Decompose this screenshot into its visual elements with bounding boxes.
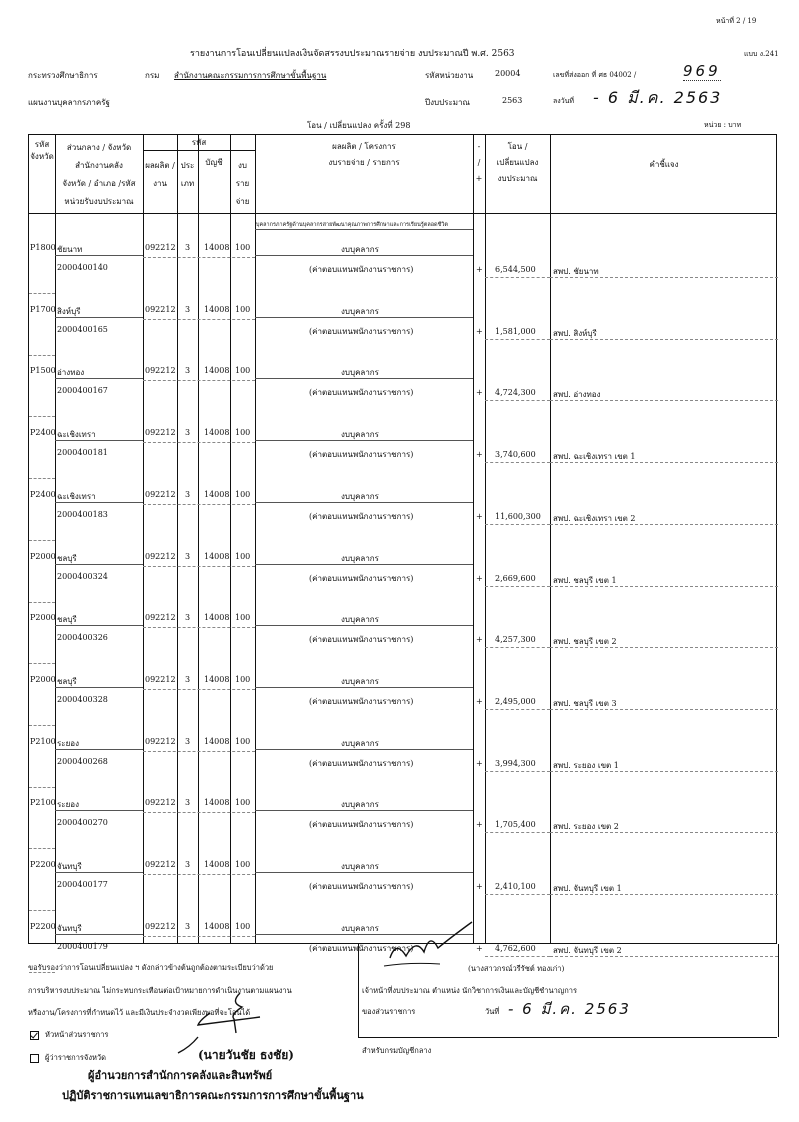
cell-sign: + (476, 820, 483, 830)
table-row (29, 790, 776, 851)
cell-item: งบบุคลากร (341, 862, 379, 871)
fiscal-year: 2563 (502, 96, 523, 105)
checkbox-head-of-agency[interactable] (30, 1031, 39, 1040)
cell-unit: 2000400167 (57, 386, 108, 396)
cell-amount: 11,600,300 (495, 511, 541, 521)
header-product-project: ผลผลิต / โครงการ งบรายจ่าย / รายการ (328, 142, 400, 167)
cell-account: 14008 (204, 798, 230, 808)
cell-item: งบบุคลากร (341, 800, 379, 810)
cell-item: งบบุคลากร (341, 615, 379, 625)
cell-sign: + (476, 943, 483, 953)
signer-title-1: ผู้อำนวยการสำนักการคลังและสินทรัพย์ (88, 1069, 273, 1082)
cell-amount: 1,581,000 (495, 326, 536, 336)
cell-unit: 2000400268 (57, 756, 108, 766)
cell-remark: สพป. ชลบุรี เขต 3 (553, 698, 617, 708)
cell-unit: 2000400179 (57, 941, 108, 951)
cell-unit: 2000400326 (57, 633, 108, 643)
cert-line-3: หรืองาน/โครงการที่กำหนดไว้ และมีเงินประจำงวดเพียงพอที่จะโอนได้ (28, 1008, 251, 1017)
cell-account: 14008 (204, 489, 230, 499)
cell-remark: สพป. ระยอง เขต 2 (553, 822, 619, 832)
cell-budget: 100 (235, 674, 251, 684)
cell-account: 14008 (204, 613, 230, 623)
agency-code-label: รหัสหน่วยงาน (425, 71, 474, 80)
cell-type: 3 (185, 428, 191, 438)
cell-budget: 100 (235, 921, 251, 931)
cell-amount: 6,544,500 (495, 265, 536, 274)
cell-amount: 2,669,600 (495, 573, 536, 583)
cell-remark: สพป. ชลบุรี เขต 2 (553, 637, 617, 647)
cell-name: ฉะเชิงเทรา (57, 430, 96, 440)
header-unit: ส่วนกลาง / จังหวัด สำนักงานคลัง จังหวัด / อำเภอ /รหัส หน่วยรับงบประมาณ (62, 143, 136, 206)
cell-type: 3 (185, 921, 191, 931)
cell-type: 3 (185, 366, 191, 376)
form-code: แบบ ง.241 (744, 50, 779, 58)
cell-prov: P1800 (30, 243, 56, 252)
check-governor: ผู้ว่าราชการจังหวัด (30, 1052, 106, 1064)
cell-account: 14008 (204, 304, 230, 314)
cell-name: ชัยนาท (57, 245, 83, 254)
cell-product: 092212 (145, 304, 176, 314)
cell-product: 092212 (145, 736, 176, 746)
table-row (29, 852, 776, 913)
cell-item: งบบุคลากร (341, 245, 379, 254)
cell-name: ชลบุรี (57, 553, 77, 563)
header-account: บัญชี (205, 158, 223, 167)
cell-unit: 2000400324 (57, 571, 108, 581)
cell-unit: 2000400183 (57, 509, 108, 519)
cell-remark: สพป. อ่างทอง (553, 390, 601, 400)
cell-item: งบบุคลากร (341, 491, 379, 501)
officer-date-label: วันที่ (485, 1007, 500, 1016)
cell-type: 3 (185, 304, 191, 314)
doc-no-label: เลขที่ส่งออก ที่ ศธ 04002 / (553, 71, 637, 79)
cell-account: 14008 (204, 860, 230, 869)
table-row (29, 605, 776, 666)
cell-amount: 3,740,600 (495, 450, 536, 460)
cell-amount: 3,994,300 (495, 758, 536, 768)
cell-product: 092212 (145, 428, 176, 438)
cell-name: ฉะเชิงเทรา (57, 491, 96, 501)
cell-remark: สพป. ฉะเชิงเทรา เขต 1 (553, 452, 636, 462)
cell-name: สิงห์บุรี (57, 306, 81, 316)
table-row (29, 729, 776, 790)
cert-line-1: ขอรับรองว่าการโอนเปลี่ยนแปลง ฯ ดังกล่าวข้างต้นถูกต้องตามระเบียบว่าด้วย (28, 963, 274, 972)
cell-unit: 2000400177 (57, 880, 108, 889)
cell-sign: + (476, 758, 483, 768)
cell-sign: + (476, 696, 483, 706)
cell-account: 14008 (204, 736, 230, 746)
cell-amount: 4,762,600 (495, 943, 536, 953)
cell-prov: P2400 (30, 489, 56, 499)
header-amount: โอน / เปลี่ยนแปลง งบประมาณ (496, 142, 539, 183)
ministry-label: กระทรวงศึกษาธิการ (28, 71, 98, 80)
agency-code: 20004 (495, 69, 521, 78)
cell-product: 092212 (145, 921, 176, 931)
header-type: ประ เภท (180, 161, 195, 188)
cell-remark: สพป. ฉะเชิงเทรา เขต 2 (553, 513, 636, 523)
cell-budget: 100 (235, 243, 251, 252)
cell-detail: (ค่าตอบแทนพนักงานราชการ) (309, 450, 414, 460)
cell-name: ระยอง (57, 738, 79, 748)
header-remark: คำชี้แจง (649, 160, 679, 169)
cell-product: 092212 (145, 366, 176, 376)
cell-detail: (ค่าตอบแทนพนักงานราชการ) (309, 326, 414, 336)
officer-name: (นางสาวกรณ์วรีรัชต์ ทองเก่า) (468, 964, 565, 973)
cell-type: 3 (185, 736, 191, 746)
cell-item: งบบุคลากร (341, 306, 379, 316)
cell-detail: (ค่าตอบแทนพนักงานราชการ) (309, 388, 414, 398)
cell-name: ชลบุรี (57, 676, 77, 686)
cell-item: งบบุคลากร (341, 738, 379, 748)
cert-line-2: การบริหารงบประมาณ ไม่กระทบกระเทือนต่อเป้าหมายการดำเนินงานตามแผนงาน (28, 986, 292, 995)
cell-remark: สพป. จันทบุรี เขต 2 (553, 945, 622, 955)
cell-type: 3 (185, 489, 191, 499)
check-head-of-agency: หัวหน้าส่วนราชการ (30, 1029, 108, 1041)
cell-budget: 100 (235, 736, 251, 746)
cell-budget: 100 (235, 304, 251, 314)
cell-budget: 100 (235, 613, 251, 623)
cell-prov: P2100 (30, 736, 56, 746)
table-row (29, 482, 776, 543)
cell-product: 092212 (145, 489, 176, 499)
cell-unit: 2000400165 (57, 324, 108, 334)
cell-name: อ่างทอง (57, 368, 85, 378)
cell-remark: สพป. จันทบุรี เขต 1 (553, 884, 622, 893)
cell-remark: สพป. ระยอง เขต 1 (553, 760, 619, 770)
officer-date: - 6 มี.ค. 2563 (508, 1000, 631, 1018)
header-budget-type: งบ ราย จ่าย (235, 161, 250, 206)
comptroller-label: สำหรับกรมบัญชีกลาง (362, 1046, 432, 1055)
plan-label: แผนงานบุคลากรภาครัฐ (28, 98, 110, 107)
officer-org: ของส่วนราชการ (362, 1007, 416, 1016)
cell-type: 3 (185, 613, 191, 623)
cell-type: 3 (185, 551, 191, 561)
cell-detail: (ค่าตอบแทนพนักงานราชการ) (309, 758, 414, 768)
cell-prov: P2000 (30, 551, 56, 561)
report-title: รายงานการโอนเปลี่ยนแปลงเงินจัดสรรงบประมาณรายจ่าย งบประมาณปี พ.ศ. 2563 (190, 49, 515, 59)
unit-label: หน่วย : บาท (704, 121, 742, 129)
table-row (29, 667, 776, 728)
cell-product: 092212 (145, 798, 176, 808)
cell-budget: 100 (235, 860, 251, 869)
cell-prov: P2000 (30, 613, 56, 623)
cell-prov: P1500 (30, 366, 56, 376)
cell-account: 14008 (204, 428, 230, 438)
cell-unit: 2000400140 (57, 263, 108, 272)
cell-prov: P2200 (30, 921, 56, 931)
dept-name: สำนักงานคณะกรรมการการศึกษาขั้นพื้นฐาน (174, 71, 327, 80)
cell-product: 092212 (145, 551, 176, 561)
cell-prov: P2200 (30, 860, 56, 869)
cell-budget: 100 (235, 551, 251, 561)
transfer-table (28, 134, 777, 955)
fiscal-year-label: ปีงบประมาณ (425, 98, 470, 107)
cell-unit: 2000400270 (57, 818, 108, 828)
cell-item: งบบุคลากร (341, 368, 379, 378)
officer-title: เจ้าหน้าที่งบประมาณ ตำแหน่ง นักวิชาการเงินและบัญชีชำนาญการ (362, 986, 577, 995)
dept-label: กรม (145, 71, 160, 80)
cell-unit: 2000400181 (57, 448, 108, 458)
cell-prov: P1700 (30, 304, 56, 314)
cell-account: 14008 (204, 551, 230, 561)
cell-remark: สพป. ชัยนาท (553, 267, 599, 276)
cell-item: งบบุคลากร (341, 923, 379, 933)
cell-item: งบบุคลากร (341, 430, 379, 440)
table-row (29, 420, 776, 481)
cell-budget: 100 (235, 428, 251, 438)
page-number: หน้าที่ 2 / 19 (716, 17, 757, 25)
doc-no: 969 (683, 62, 721, 80)
cell-type: 3 (185, 674, 191, 684)
cell-prov: P2400 (30, 428, 56, 438)
cell-detail: (ค่าตอบแทนพนักงานราชการ) (309, 511, 414, 521)
cell-sign: + (476, 450, 483, 460)
cell-account: 14008 (204, 366, 230, 376)
cell-detail: (ค่าตอบแทนพนักงานราชการ) (309, 635, 414, 645)
cell-budget: 100 (235, 489, 251, 499)
cell-detail: (ค่าตอบแทนพนักงานราชการ) (309, 696, 414, 706)
cell-name: ระยอง (57, 800, 79, 810)
cell-remark: สพป. ชลบุรี เขต 1 (553, 575, 617, 585)
transfer-number: โอน / เปลี่ยนแปลง ครั้งที่ 298 (307, 121, 411, 130)
cell-account: 14008 (204, 243, 230, 252)
cell-account: 14008 (204, 921, 230, 931)
cell-unit: 2000400328 (57, 694, 108, 704)
cell-sign: + (476, 326, 483, 336)
cell-item: งบบุคลากร (341, 553, 379, 563)
cell-amount: 2,495,000 (495, 696, 536, 706)
table-row (29, 358, 776, 419)
cell-product: 092212 (145, 674, 176, 684)
cell-sign: + (476, 265, 483, 274)
cell-sign: + (476, 635, 483, 645)
cell-budget: 100 (235, 798, 251, 808)
cell-account: 14008 (204, 674, 230, 684)
cell-type: 3 (185, 243, 191, 252)
cell-detail: (ค่าตอบแทนพนักงานราชการ) (309, 943, 414, 953)
cell-name: จันทบุรี (57, 923, 82, 933)
cell-detail: (ค่าตอบแทนพนักงานราชการ) (309, 265, 414, 274)
cell-sign: + (476, 882, 483, 891)
cell-type: 3 (185, 860, 191, 869)
table-row (29, 235, 776, 296)
cell-detail: (ค่าตอบแทนพนักงานราชการ) (309, 820, 414, 830)
cell-detail: (ค่าตอบแทนพนักงานราชการ) (309, 882, 414, 891)
cell-product: 092212 (145, 860, 176, 869)
header-sign: - / + (475, 142, 483, 183)
program-note: บุคลากรภาครัฐด้านบุคลากรสายพัฒนาคุณภาพการศึกษาและการเรียนรู้ตลอดชีวิต (256, 222, 448, 228)
cell-amount: 2,410,100 (495, 882, 536, 891)
cell-amount: 4,724,300 (495, 388, 536, 398)
cell-name: ชลบุรี (57, 615, 77, 625)
date-value: - 6 มี.ค. 2563 (593, 88, 723, 107)
date-label: ลงวันที่ (553, 97, 575, 105)
cell-remark: สพป. สิงห์บุรี (553, 328, 597, 338)
signature-director (170, 985, 290, 1060)
cell-type: 3 (185, 798, 191, 808)
checkbox-governor[interactable] (30, 1054, 39, 1063)
table-row (29, 297, 776, 358)
cell-name: จันทบุรี (57, 862, 82, 871)
header-province-code: รหัส จังหวัด (30, 140, 54, 161)
header-code-group: รหัส (191, 138, 207, 147)
cell-sign: + (476, 511, 483, 521)
cell-detail: (ค่าตอบแทนพนักงานราชการ) (309, 573, 414, 583)
table-row (29, 544, 776, 605)
cell-amount: 1,705,400 (495, 820, 536, 830)
cell-prov: P2000 (30, 674, 56, 684)
signer-name: (นายวันชัย ธงชัย) (198, 1048, 294, 1062)
signer-title-2: ปฏิบัติราชการแทนเลขาธิการคณะกรรมการการศึกษาขั้นพื้นฐาน (62, 1089, 364, 1102)
cell-prov: P2100 (30, 798, 56, 808)
cell-item: งบบุคลากร (341, 676, 379, 686)
cell-product: 092212 (145, 613, 176, 623)
header-product: ผลผลิต / งาน (145, 161, 175, 188)
cell-budget: 100 (235, 366, 251, 376)
cell-sign: + (476, 573, 483, 583)
cell-amount: 4,257,300 (495, 635, 536, 645)
cell-sign: + (476, 388, 483, 398)
cell-product: 092212 (145, 243, 176, 252)
